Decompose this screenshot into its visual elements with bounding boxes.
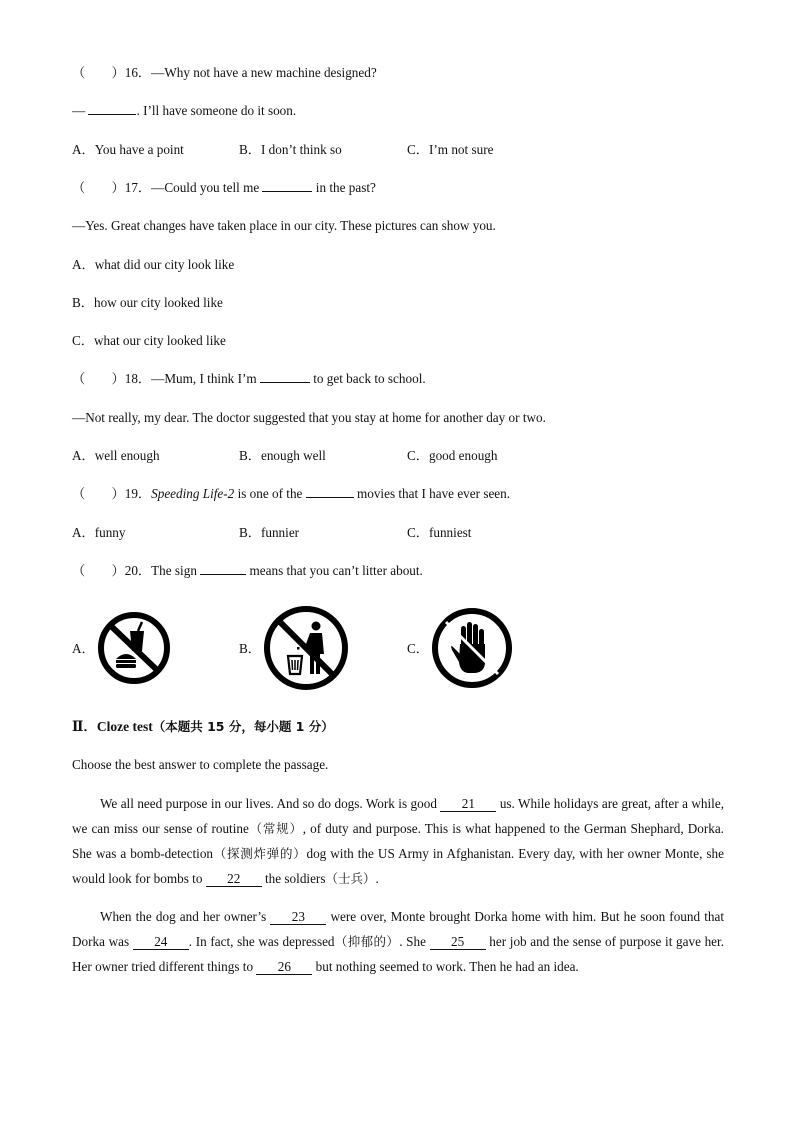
no-food-drink-icon xyxy=(96,609,172,687)
option-c: C．good enough xyxy=(407,448,498,463)
gloss: （探测炸弹的） xyxy=(213,846,307,861)
blank-24: 24 xyxy=(133,934,189,950)
option-b: B．how our city looked like xyxy=(72,295,223,310)
question-17: （ ）17．—Could you tell me in the past? xyxy=(72,180,376,195)
question-16-reply: — . I’ll have someone do it soon. xyxy=(72,103,297,118)
answer-blank xyxy=(88,114,136,115)
answer-paren: （ ）16． xyxy=(72,65,152,80)
option-c: C．I’m not sure xyxy=(407,142,494,157)
option-a: A．what did our city look like xyxy=(72,257,235,272)
no-touching-icon xyxy=(430,606,514,690)
option-c: C．what our city looked like xyxy=(72,333,226,348)
option-a: A．well enough xyxy=(72,448,160,463)
question-stem: —Why not have a new machine designed? xyxy=(151,65,377,80)
blank-21: 21 xyxy=(440,796,496,812)
option-b: B．I don’t think so xyxy=(239,142,342,157)
passage-paragraph-1: We all need purpose in our lives. And so do dogs. Work is good 21 us. While holidays are great, after a while, we can miss our sense of routine（常规）, of duty and purpose. This is what happened to the German Shephard, Dorka. She was a bomb-detection（探测炸弹的）dog with the US Army in Afghanistan. Every day, with her owner Monte, she would look for bombs to 22 the soldiers（士兵）. xyxy=(72,796,724,886)
answer-paren: （ ）19． xyxy=(72,486,152,501)
question-17-reply: —Yes. Great changes have taken place in our city. These pictures can show you. xyxy=(72,218,496,233)
section-heading: Ⅱ．Cloze test（本题共 15 分，每小题 1 分） xyxy=(72,719,334,734)
answer-blank xyxy=(260,382,310,383)
section-instruction: Choose the best answer to complete the passage. xyxy=(72,757,329,772)
gloss: （抑郁的） xyxy=(334,934,400,949)
blank-23: 23 xyxy=(270,909,326,925)
blank-26: 26 xyxy=(256,959,312,975)
answer-blank xyxy=(262,191,312,192)
answer-paren: （ ）18． xyxy=(72,371,152,386)
question-18: （ ）18．—Mum, I think I’m to get back to school. xyxy=(72,371,426,386)
passage-paragraph-2: When the dog and her owner’s 23 were over, Monte brought Dorka home with him. But he soon found that Dorka was 24 . In fact, she was depressed（抑郁的）. She 25 her job and the sense of purpose it gave her. Her owner tried different things to 26 but nothing seemed to work. Then he had an idea. xyxy=(72,909,724,974)
option-a: A． xyxy=(72,641,95,656)
option-b: B．funnier xyxy=(239,525,300,540)
movie-title: Speeding Life-2 xyxy=(151,486,235,501)
gloss: （士兵） xyxy=(325,871,376,886)
answer-paren: （ ）20． xyxy=(72,563,152,578)
answer-blank xyxy=(200,574,246,575)
blank-22: 22 xyxy=(206,871,262,887)
option-a: A．You have a point xyxy=(72,142,184,157)
blank-25: 25 xyxy=(430,934,486,950)
question-16 xyxy=(72,64,377,82)
answer-blank xyxy=(306,497,354,498)
option-b: B． xyxy=(239,641,261,656)
gloss: （常规） xyxy=(248,821,303,836)
option-b: B．enough well xyxy=(239,448,326,463)
answer-paren: （ ）17． xyxy=(72,180,152,195)
question-20: （ ）20．The sign means that you can’t litter about. xyxy=(72,563,423,578)
question-19: （ ）19．Speeding Life-2 is one of the movies that I have ever seen. xyxy=(72,486,511,501)
option-a: A．funny xyxy=(72,525,126,540)
question-18-reply: —Not really, my dear. The doctor suggested that you stay at home for another day or two. xyxy=(72,410,546,425)
no-littering-icon xyxy=(262,604,350,692)
option-c: C． xyxy=(407,641,429,656)
option-c: C．funniest xyxy=(407,525,472,540)
